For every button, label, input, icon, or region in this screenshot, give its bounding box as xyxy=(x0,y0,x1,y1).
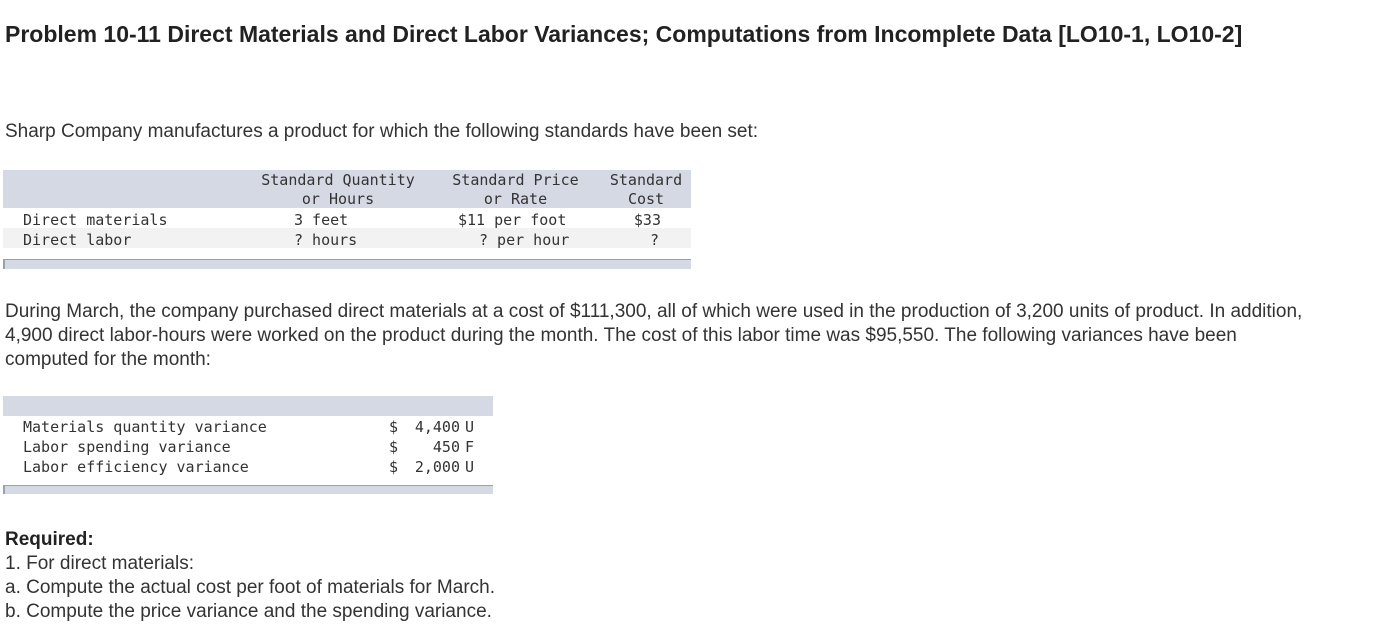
variance-dollar-labor-efficiency: $ xyxy=(389,458,399,476)
problem-title: Problem 10-11 Direct Materials and Direct Labor Variances; Computations from Incomplete Data [LO10-1, LO10-2] xyxy=(5,21,1243,47)
header-std-qty-2: or Hours xyxy=(301,190,375,208)
row-cost-direct-materials: $33 xyxy=(633,211,661,229)
variances-table-footer xyxy=(3,485,493,494)
header-std-cost-1: Standard xyxy=(609,171,683,189)
variance-dollar-materials-quantity: $ xyxy=(389,418,399,436)
variance-amount-labor-efficiency: 2,000 xyxy=(414,458,460,476)
variance-amount-labor-spending: 450 xyxy=(432,438,460,456)
variance-label-labor-spending: Labor spending variance xyxy=(23,438,231,456)
variance-flag-materials-quantity: U xyxy=(465,418,475,436)
variance-amount-materials-quantity: 4,400 xyxy=(414,418,460,436)
variance-flag-labor-efficiency: U xyxy=(465,458,475,476)
intro-text: Sharp Company manufactures a product for which the following standards have been set: xyxy=(5,121,759,142)
variance-dollar-labor-spending: $ xyxy=(389,438,399,456)
variances-table xyxy=(3,396,493,495)
header-std-price-2: or Rate xyxy=(483,190,548,208)
variances-table-header xyxy=(3,396,493,416)
variance-flag-labor-spending: F xyxy=(465,438,475,456)
required-heading: Required: xyxy=(5,529,94,550)
variance-label-labor-efficiency: Labor efficiency variance xyxy=(23,458,249,476)
standards-table-footer xyxy=(3,259,691,269)
row-cost-direct-labor: ? xyxy=(649,231,659,249)
row-price-direct-materials: $11 per foot xyxy=(458,211,567,229)
row-price-direct-labor: ? per hour xyxy=(479,231,570,249)
header-std-price-1: Standard Price xyxy=(452,171,579,189)
variance-label-materials-quantity: Materials quantity variance xyxy=(23,418,267,436)
march-paragraph: During March, the company purchased direct materials at a cost of $111,300, all of which were used in the production of 3,200 units of product. In addition, 4,900 direct labor-hours were worked on the product during the month. The cost of this labor time was $95,550. The following variances have been computed for the month: xyxy=(5,301,1303,370)
standards-table xyxy=(3,170,691,269)
required-item-1: 1. For direct materials: xyxy=(5,553,194,574)
required-item-1a: a. Compute the actual cost per foot of materials for March. xyxy=(5,577,496,598)
row-label-direct-labor: Direct labor xyxy=(23,231,132,249)
row-qty-direct-materials: 3 feet xyxy=(294,211,349,229)
row-qty-direct-labor: ? hours xyxy=(294,231,358,249)
header-std-cost-2: Cost xyxy=(627,190,665,208)
row-label-direct-materials: Direct materials xyxy=(23,211,168,229)
required-item-1b: b. Compute the price variance and the spending variance. xyxy=(5,601,492,622)
header-std-qty-1: Standard Quantity xyxy=(261,171,415,189)
